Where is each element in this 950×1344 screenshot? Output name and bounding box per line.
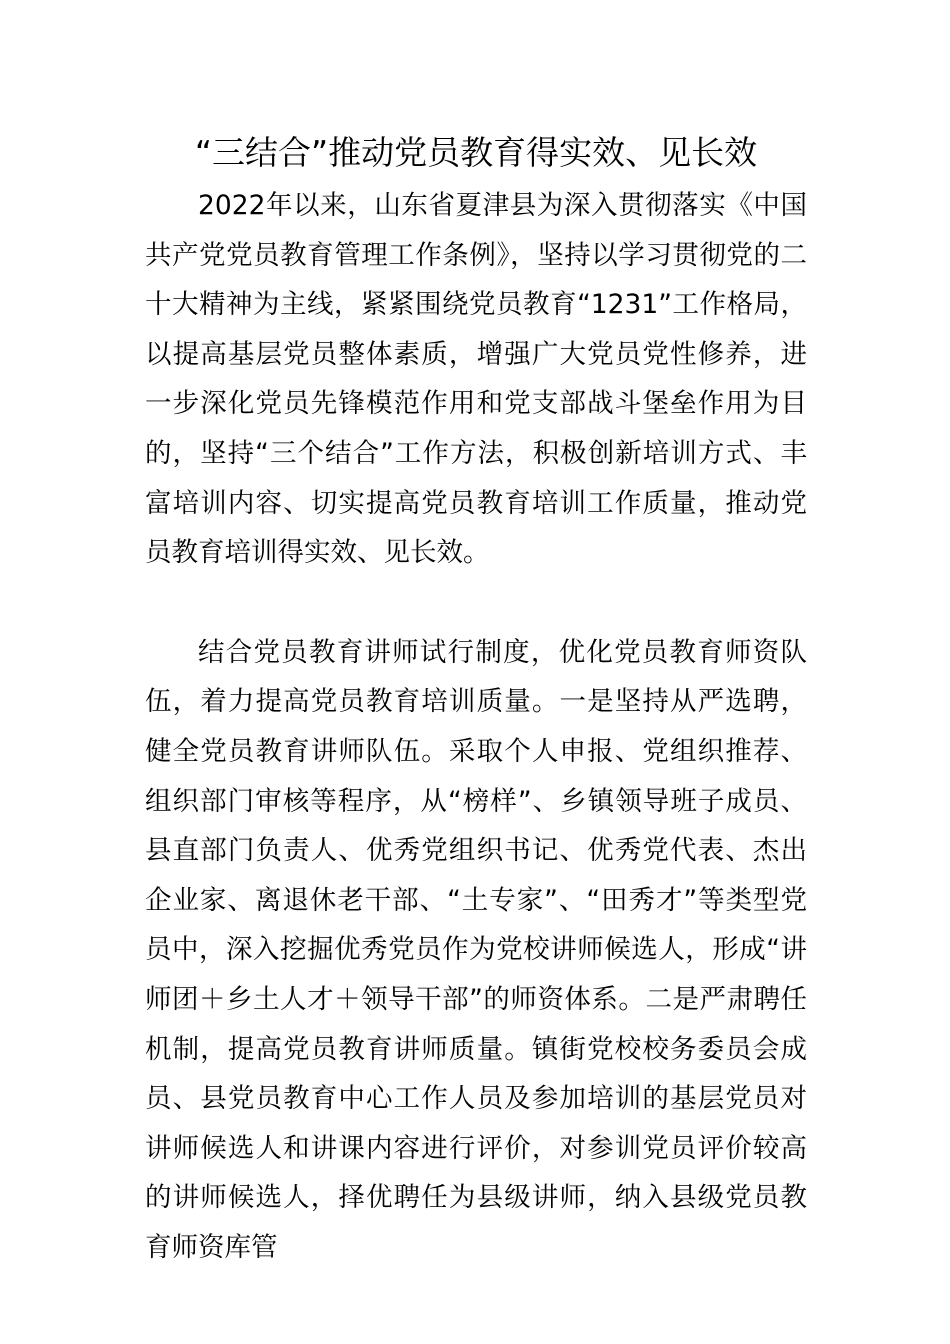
paragraph-spacer <box>145 578 807 628</box>
document-page <box>145 125 807 1272</box>
paragraph-body: 结合党员教育讲师试行制度，优化党员教育师资队伍，着力提高党员教育培训质量。一是坚持从严选聘，健全党员教育讲师队伍。采取个人申报、党组织推荐、组织部门审核等程序，从“榜样”、乡镇领导班子成员、县直部门负责人、优秀党组织书记、优秀党代表、杰出企业家、离退休老干部、“土专家”、“田秀才”等类型党员中，深入挖掘优秀党员作为党校讲师候选人，形成“讲师团＋乡土人才＋领导干部”的师资体系。二是严肃聘任机制，提高党员教育讲师质量。镇街党校校务委员会成员、县党员教育中心工作人员及参加培训的基层党员对讲师候选人和讲课内容进行评价，对参训党员评价较高的讲师候选人，择优聘任为县级讲师，纳入县级党员教育师资库管 <box>145 636 807 1263</box>
paragraph-intro: 2022年以来，山东省夏津县为深入贯彻落实《中国共产党党员教育管理工作条例》，坚持以学习贯彻党的二十大精神为主线，紧紧围绕党员教育“1231”工作格局，以提高基层党员整体素质，增强广大党员党性修养，进一步深化党员先锋模范作用和党支部战斗堡垒作用为目的，坚持“三个结合”工作方法，积极创新培训方式、丰富培训内容、切实提高党员教育培训工作质量，推动党员教育培训得实效、见长效。 <box>145 190 807 569</box>
document-title: “三结合”推动党员教育得实效、见长效 <box>194 133 758 172</box>
